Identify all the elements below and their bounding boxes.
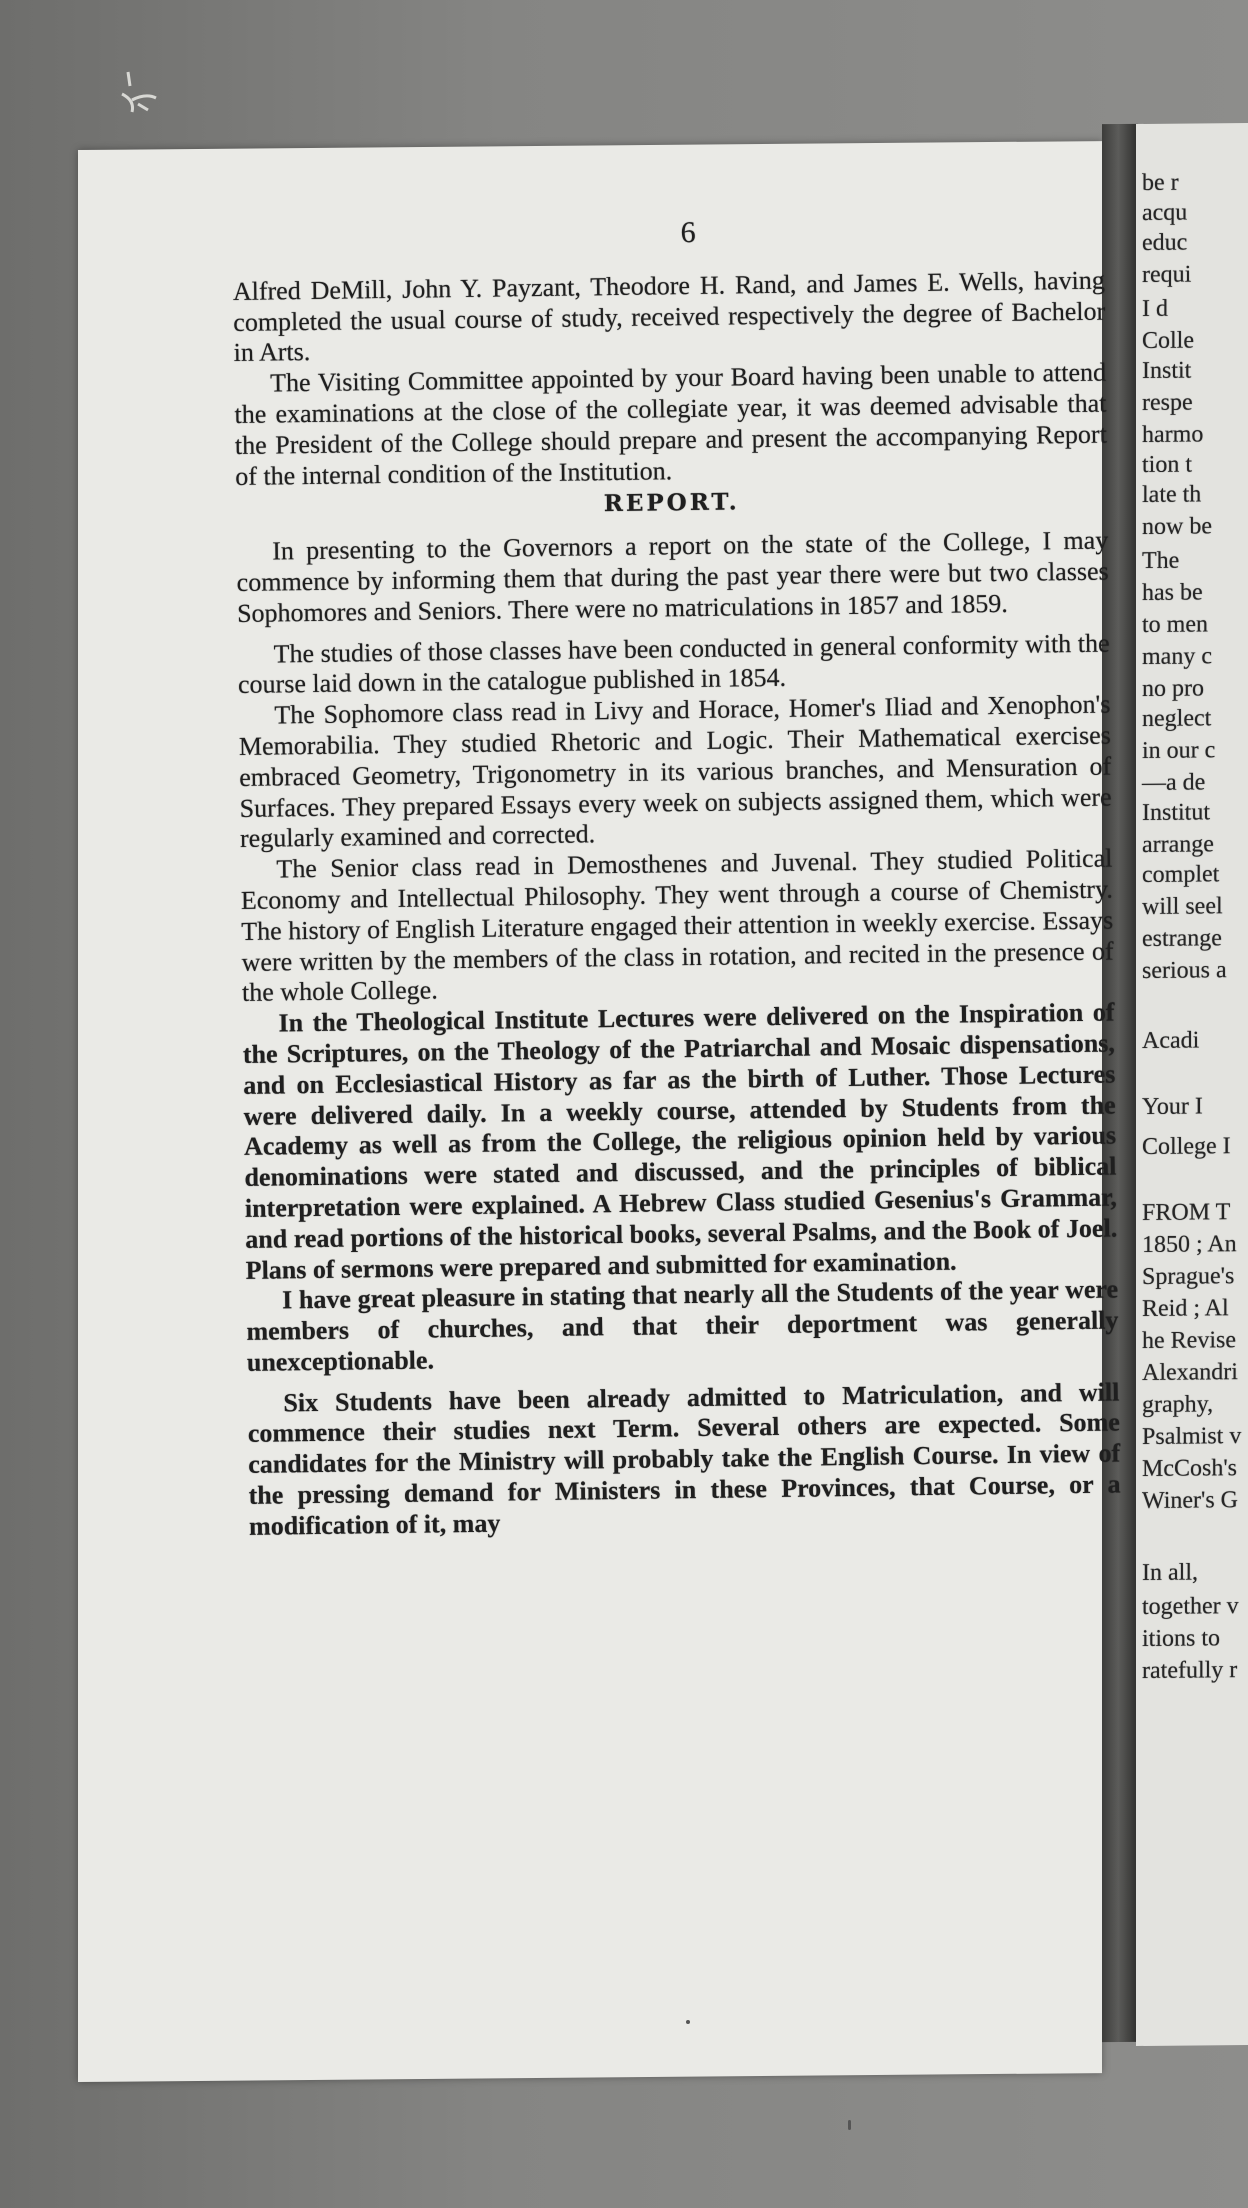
next-page-fragment: McCosh's <box>1142 1455 1238 1482</box>
report-paragraph-classes: In presenting to the Governors a report on the state of the College, I may commence by informing them that during the past year there were but two classes Sophomores and Seniors. There were no matriculations in 1857 and 1859. <box>236 525 1109 628</box>
next-page-fragment: has be <box>1142 579 1203 606</box>
next-page-fragment: acqu <box>1142 199 1188 226</box>
next-page-fragment: Your I <box>1142 1093 1203 1120</box>
next-page-fragment: late th <box>1142 481 1202 508</box>
next-page-fragment: Winer's G <box>1142 1487 1238 1514</box>
next-page-fragment: Colle <box>1142 327 1194 354</box>
report-paragraph-students: I have great pleasure in stating that nearly all the Students of the year were members of churches, and that their deportment was generally unexceptionable. <box>246 1274 1119 1377</box>
next-page-fragment: be r <box>1142 169 1179 196</box>
report-paragraph-theological: In the Theological Institute Lectures were delivered on the Inspiration of the Scriptures, on the Theology of the Patriarchal and Mosaic dispensations, and on Ecclesiastical History as far as the birth of Luther. Those Lectures were delivered daily. In a weekly course, attended by Students from the Academy as well as from the College, the religious opinion held by various denominations were stated and discussed, and the principles of biblical interpretation were explained. A Hebrew Class studied Gesenius's Grammar, and read portions of the historical books, several Psalms, and the Book of Joel. Plans of sermons were prepared and submitted for examination. <box>242 997 1118 1285</box>
page-text-block <box>232 213 1121 1543</box>
next-page-fragment: I d <box>1142 295 1168 322</box>
next-page-fragment: Reid ; Al <box>1142 1295 1229 1322</box>
report-paragraph-sophomore: The Sophomore class read in Livy and Horace, Homer's Iliad and Xenophon's Memorabilia. They studied Rhetoric and Logic. Their Mathematical exercises embraced Geometry, Trigonometry in its various branches, and Mensuration of Surfaces. They prepared Essays every week on subjects assigned them, which were regularly examined and corrected. <box>238 689 1112 854</box>
report-paragraph-matriculation: Six Students have been already admitted to Matriculation, and will commence their studies next Term. Several others are expected. Some candidates for the Ministry will probably take the English Course. In view of the pressing demand for Ministers in these Provinces, that Course, or a modification of it, may <box>247 1377 1121 1541</box>
paragraph-visiting-committee: The Visiting Committee appointed by your Board having been unable to attend the examinations at the close of the collegiate year, it was deemed advisable that the President of the College should prepare and present the accompanying Report of the internal condition of the Institution. <box>234 357 1108 491</box>
next-page-fragment: together v <box>1142 1593 1239 1620</box>
report-paragraph-senior: The Senior class read in Demosthenes and Juvenal. They studied Political Economy and Intellectual Philosophy. They went through a course of Chemistry. The history of English Literature engaged their attention in weekly exercise. Essays were written by the members of the class in rotation, and recited in the presence of the whole College. <box>240 843 1114 1008</box>
next-page-fragment: no pro <box>1142 675 1204 702</box>
next-page-fragment: neglect <box>1142 705 1212 732</box>
next-page-fragment: in our c <box>1142 737 1216 764</box>
next-page-fragment: —a de <box>1142 769 1206 796</box>
paragraph-graduates: Alfred DeMill, John Y. Payzant, Theodore H. Rand, and James E. Wells, having completed the usual course of study, received respectively the degree of Bachelor in Arts. <box>232 265 1106 368</box>
next-page-fragment: he Revise <box>1142 1327 1236 1354</box>
next-page-fragment: 1850 ; An <box>1142 1231 1237 1258</box>
print-speck <box>686 2020 690 2024</box>
next-page-fragment: requi <box>1142 261 1192 288</box>
print-speck <box>848 2120 851 2130</box>
right-page-fragment <box>1136 123 1248 2046</box>
page-number: 6 <box>680 215 696 250</box>
report-paragraph-studies: The studies of those classes have been conducted in general conformity with the course laid down in the catalogue published in 1854. <box>237 628 1110 700</box>
next-page-fragment: tion t <box>1142 451 1193 478</box>
next-page-fragment: to men <box>1142 611 1208 638</box>
next-page-fragment: ratefully r <box>1142 1657 1238 1684</box>
next-page-fragment: complet <box>1142 861 1220 888</box>
next-page-fragment: many c <box>1142 643 1212 670</box>
next-page-fragment: estrange <box>1142 925 1222 952</box>
next-page-fragment: In all, <box>1142 1559 1198 1586</box>
next-page-fragment: graphy, <box>1142 1391 1214 1418</box>
next-page-fragment: Instit <box>1142 357 1192 384</box>
next-page-fragment: arrange <box>1142 831 1214 858</box>
next-page-fragment: The <box>1142 547 1180 574</box>
next-page-fragment: Psalmist v <box>1142 1423 1242 1450</box>
next-page-fragment: harmo <box>1142 421 1204 448</box>
next-page-fragment: FROM T <box>1142 1199 1231 1226</box>
next-page-fragment: College I <box>1142 1133 1231 1160</box>
next-page-fragment: serious a <box>1142 957 1227 984</box>
margin-ink-mark <box>118 64 168 124</box>
next-page-fragment: Alexandri <box>1142 1359 1238 1386</box>
next-page-fragment: will seel <box>1142 893 1223 920</box>
next-page-fragment: itions to <box>1142 1625 1221 1652</box>
next-page-fragment: now be <box>1142 513 1212 540</box>
next-page-fragment: Sprague's <box>1142 1263 1235 1290</box>
next-page-fragment: respe <box>1142 389 1193 416</box>
next-page-fragment: Institut <box>1142 799 1211 826</box>
next-page-fragment: Acadi <box>1142 1027 1200 1054</box>
report-heading: REPORT. <box>603 488 740 518</box>
next-page-fragment: educ <box>1142 229 1188 256</box>
